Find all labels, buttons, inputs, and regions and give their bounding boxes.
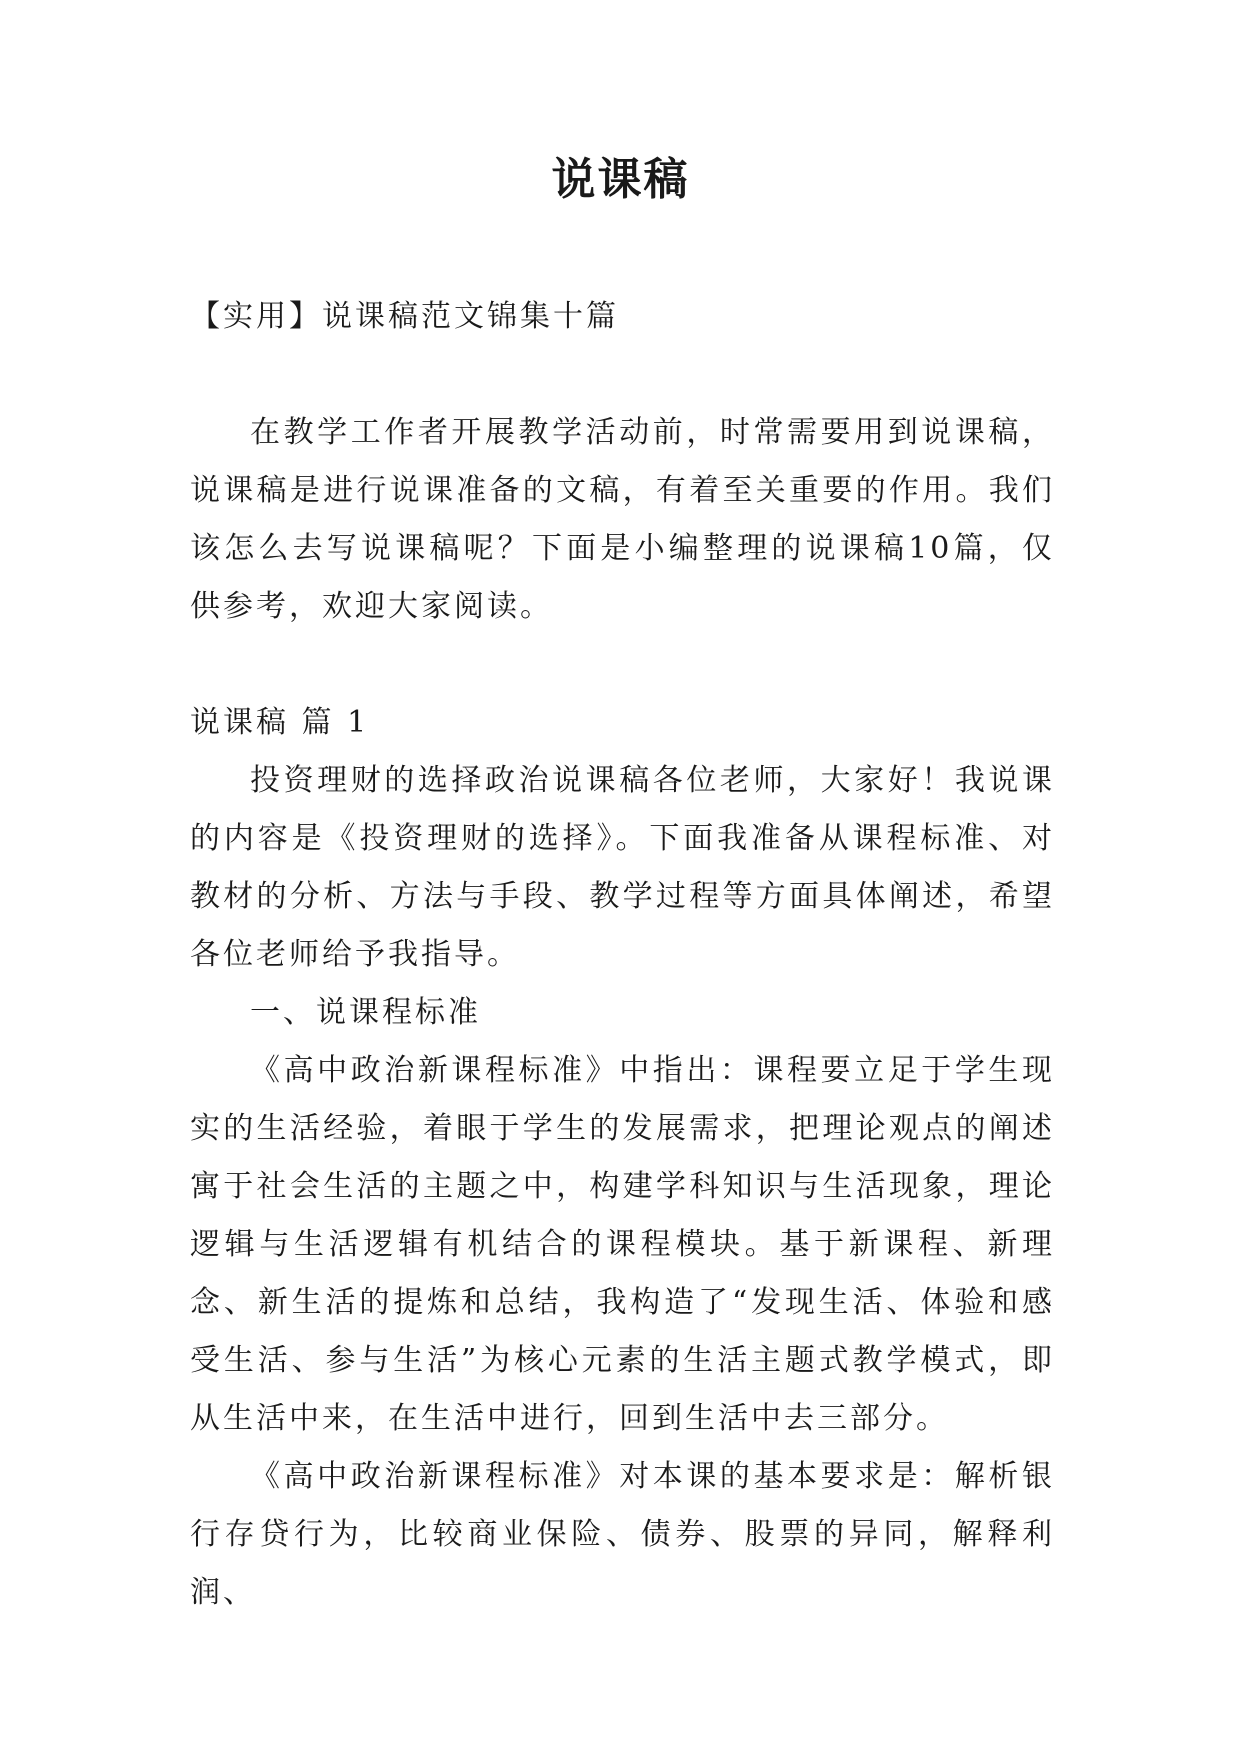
body-paragraph: 《高中政治新课程标准》中指出：课程要立足于学生现实的生活经验，着眼于学生的发展需求，把理论观点的阐述寓于社会生活的主题之中，构建学科知识与生活现象，理论逻辑与生活逻辑有机结合的课程模块。基于新课程、新理念、新生活的提炼和总结，我构造了“发现生活、体验和感受生活、参与生活”为核心元素的生活主题式教学模式，即从生活中来，在生活中进行，回到生活中去三部分。 — [190, 1053, 1055, 1436]
body-paragraph: 投资理财的选择政治说课稿各位老师，大家好！我说课的内容是《投资理财的选择》。下面我准备从课程标准、对教材的分析、方法与手段、教学过程等方面具体阐述，希望各位老师给予我指导。 — [190, 763, 1055, 972]
section-heading: 说课稿 篇 1 — [190, 705, 370, 740]
document-title: 说课稿 — [551, 154, 690, 205]
document-subtitle: 【实用】说课稿范文锦集十篇 — [190, 299, 619, 334]
document-body — [190, 288, 1055, 1622]
body-paragraph: 《高中政治新课程标准》对本课的基本要求是：解析银行存贷行为，比较商业保险、债券、股票的异同，解释利润、 — [190, 1459, 1055, 1610]
intro-paragraph: 在教学工作者开展教学活动前，时常需要用到说课稿，说课稿是进行说课准备的文稿，有着至关重要的作用。我们该怎么去写说课稿呢？下面是小编整理的说课稿10篇，仅供参考，欢迎大家阅读。 — [190, 415, 1055, 624]
paragraph-spacer — [190, 636, 1055, 694]
body-paragraph: 一、说课程标准 — [250, 995, 481, 1030]
